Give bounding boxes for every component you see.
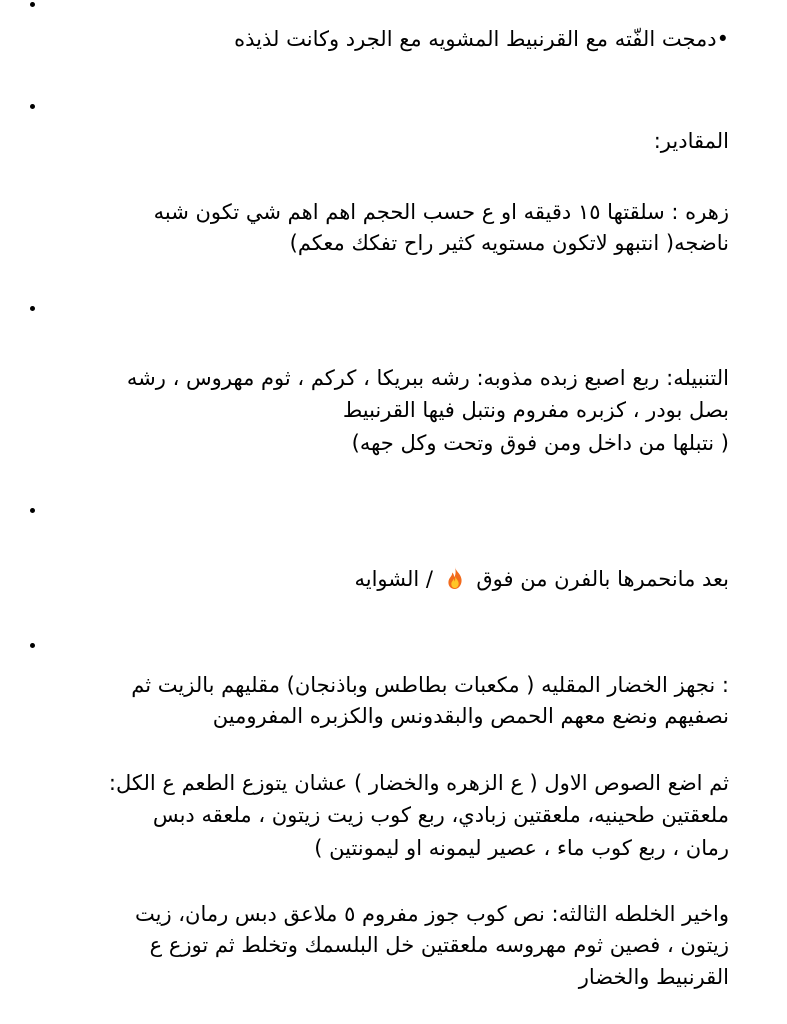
bullet-4 <box>30 508 35 513</box>
text-line-16: القرنبيط والخضار <box>578 965 729 989</box>
text-line-10: نصفيهم ونضع معهم الحمص والبقدونس والكزبره المفرومين <box>212 704 729 728</box>
text-line-3: زهره : سلقتها ١٥ دقيقه او ع حسب الحجم اهم اهم شي تكون شبه <box>153 200 729 224</box>
fire-icon <box>444 566 466 590</box>
text-line-6: بصل بودر ، كزبره مفروم ونتبل فيها القرنبيط <box>342 398 729 422</box>
bullet-5 <box>30 643 35 648</box>
bullet-2 <box>30 104 35 109</box>
text-line-8-part-1: بعد مانحمرها بالفرن من فوق <box>476 567 729 591</box>
text-line-14: واخير الخلطه الثالثه: نص كوب جوز مفروم ٥ ملاعق دبس رمان، زيت <box>134 902 729 926</box>
text-line-8 <box>20 564 729 594</box>
text-line-9: : نجهز الخضار المقليه ( مكعبات بطاطس وباذنجان) مقليهم بالزيت ثم <box>131 673 729 697</box>
bullet-1 <box>30 2 35 7</box>
text-line-13: رمان ، ربع كوب ماء ، عصير ليمونه او ليمونتين ) <box>314 836 729 860</box>
text-line-2: المقادير: <box>653 129 729 153</box>
text-line-1: •دمجت الفّته مع القرنبيط المشويه مع الجرد وكانت لذيذه <box>234 27 729 51</box>
bullet-3 <box>30 306 35 311</box>
text-line-15: زيتون ، فصين ثوم مهروسه ملعقتين خل البلسمك وتخلط ثم توزع ع <box>149 933 729 957</box>
text-line-8-part-2: / الشوايه <box>354 567 433 591</box>
text-line-12: ملعقتين طحينيه، ملعقتين زبادي، ربع كوب زيت زيتون ، ملعقه دبس <box>152 803 729 827</box>
text-line-11: ثم اضع الصوص الاول ( ع الزهره والخضار ) عشان يتوزع الطعم ع الكل: <box>108 771 729 795</box>
text-line-5: التنبيله: ربع اصبع زبده مذوبه: رشه ببريكا ، كركم ، ثوم مهروس ، رشه <box>126 366 729 390</box>
text-line-7: ( نتبلها من داخل ومن فوق وتحت وكل جهه) <box>351 431 729 455</box>
text-line-4: ناضجه( انتبهو لاتكون مستويه كثير راح تفكك معكم) <box>289 231 729 255</box>
